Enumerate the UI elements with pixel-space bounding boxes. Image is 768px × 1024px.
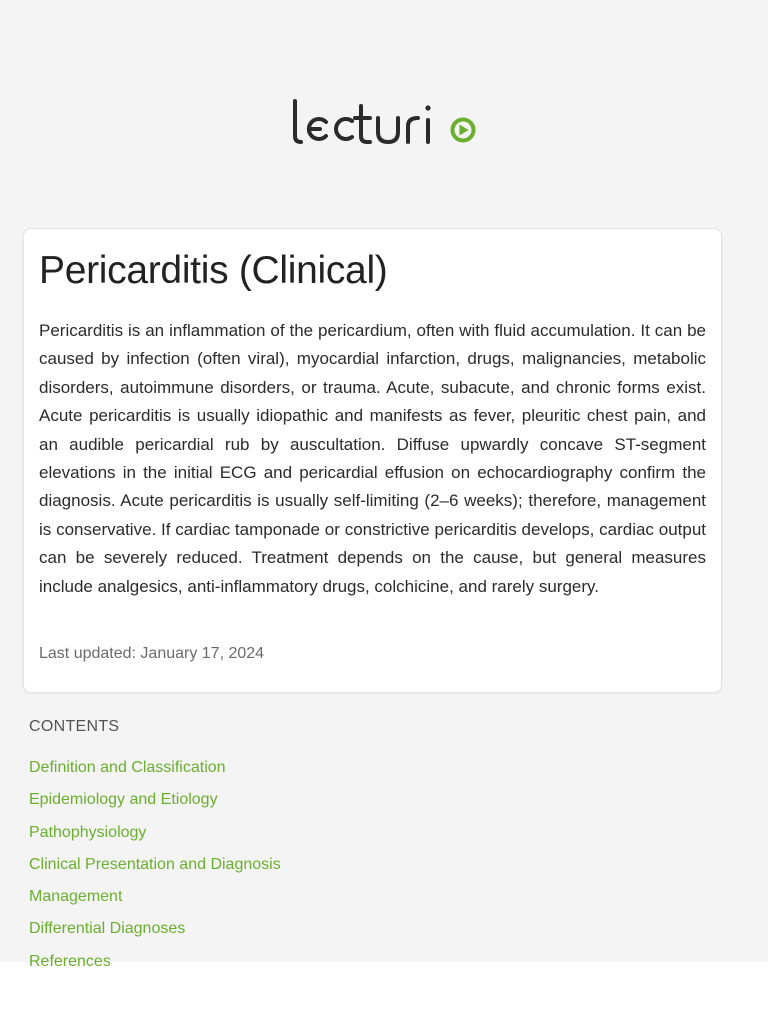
- toc-link-management[interactable]: Management: [29, 888, 123, 906]
- page-title: Pericarditis (Clinical): [39, 249, 388, 292]
- lecturio-logo-icon: [290, 96, 480, 152]
- table-of-contents: [29, 756, 281, 982]
- toc-item: [29, 788, 281, 820]
- toc-item: [29, 917, 281, 949]
- toc-link-clinical-presentation-and-diagnosis[interactable]: Clinical Presentation and Diagnosis: [29, 855, 281, 873]
- toc-link-differential-diagnoses[interactable]: Differential Diagnoses: [29, 920, 186, 938]
- article-summary: Pericarditis is an inflammation of the pericardium, often with fluid accumulation. It can be caused by infection (often viral), myocardial infarction, drugs, malignancies, metabolic disorders, autoimmune disorders, or trauma. Acute, subacute, and chronic forms exist. Acute pericarditis is usually idiopathic and manifests as fever, pleuritic chest pain, and an audible pericardial rub by auscultation. Diffuse upwardly concave ST-segment elevations in the initial ECG and pericardial effusion on echocardiography confirm the diagnosis. Acute pericarditis is usually self-limiting (2–6 weeks); therefore, management is conservative. If cardiac tamponade or constrictive pericarditis develops, cardiac output can be severely reduced. Treatment depends on the cause, but general measures include analgesics, anti-inflammatory drugs, colchicine, and rarely surgery.: [39, 321, 706, 596]
- last-updated: Last updated: January 17, 2024: [39, 645, 265, 662]
- toc-link-references[interactable]: References: [29, 952, 111, 970]
- toc-link-epidemiology-and-etiology[interactable]: Epidemiology and Etiology: [29, 791, 218, 809]
- toc-item: [29, 853, 281, 885]
- toc-link-pathophysiology[interactable]: Pathophysiology: [29, 823, 147, 841]
- contents-heading: CONTENTS: [29, 718, 120, 735]
- toc-link-definition-and-classification[interactable]: Definition and Classification: [29, 759, 226, 776]
- toc-item: [29, 885, 281, 917]
- toc-item: [29, 821, 281, 853]
- toc-item: [29, 950, 281, 982]
- lecturio-logo[interactable]: [290, 96, 480, 152]
- toc-item: [29, 756, 281, 788]
- article-summary-card: [23, 228, 722, 693]
